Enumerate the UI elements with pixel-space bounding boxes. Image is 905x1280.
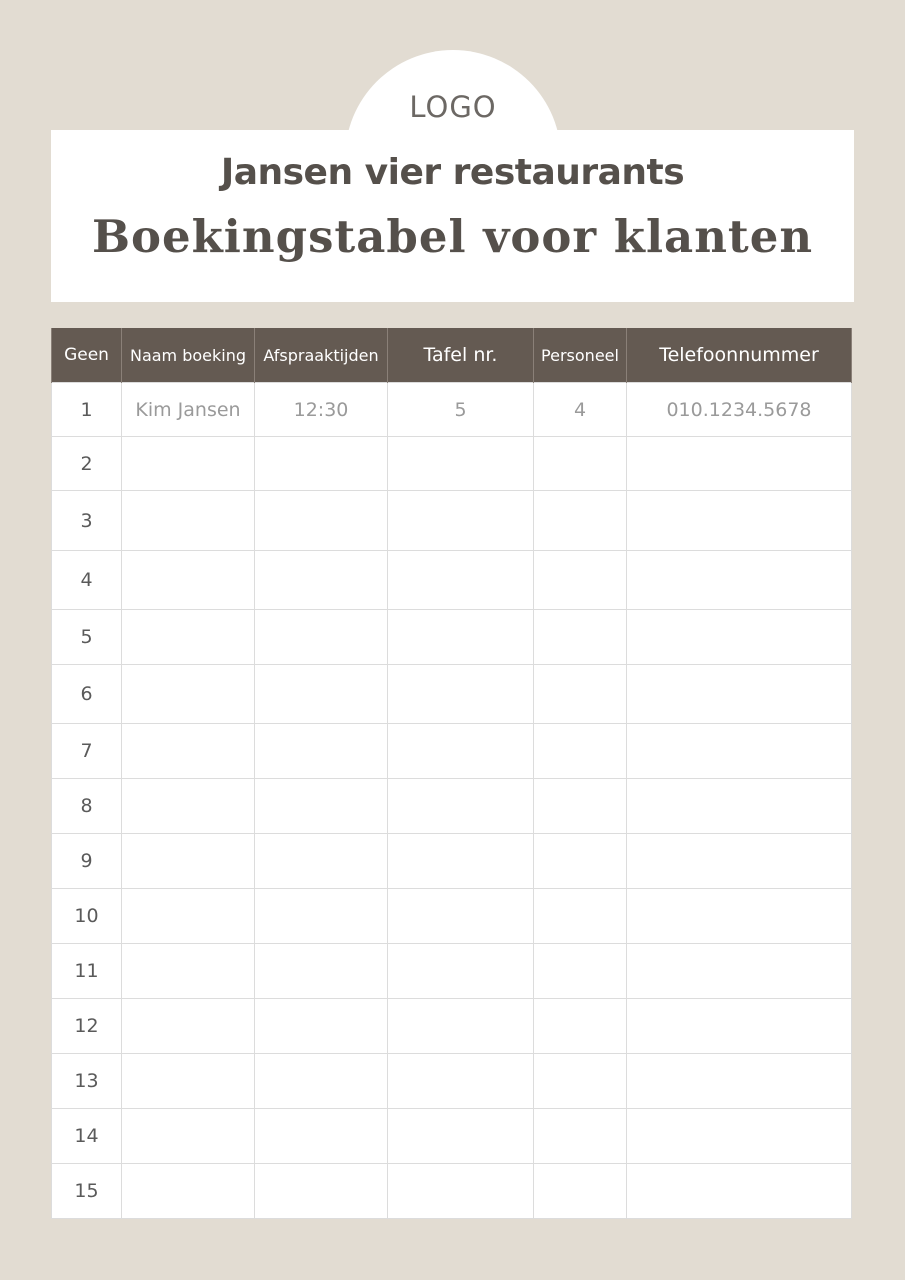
- row-number-cell[interactable]: 4: [52, 551, 122, 610]
- row-number-cell[interactable]: 1: [52, 383, 122, 437]
- table-row: [52, 724, 852, 779]
- column-header-name: Naam boeking: [122, 328, 255, 383]
- appointment-time-cell[interactable]: [255, 665, 388, 724]
- staff-count-cell[interactable]: [534, 724, 627, 779]
- page-title: Boekingstabel voor klanten: [91, 210, 814, 263]
- phone-number-cell[interactable]: [627, 779, 852, 834]
- booking-name-cell[interactable]: [122, 999, 255, 1054]
- table-row: [52, 779, 852, 834]
- row-number-cell[interactable]: 11: [52, 944, 122, 999]
- staff-count-cell[interactable]: [534, 665, 627, 724]
- staff-count-cell[interactable]: [534, 1109, 627, 1164]
- phone-number-cell[interactable]: [627, 724, 852, 779]
- table-number-cell[interactable]: [388, 944, 534, 999]
- row-number-cell[interactable]: 9: [52, 834, 122, 889]
- table-header-row: [52, 328, 852, 383]
- booking-name-cell[interactable]: [122, 889, 255, 944]
- booking-name-cell[interactable]: Kim Jansen: [122, 383, 255, 437]
- staff-count-cell[interactable]: [534, 834, 627, 889]
- table-row: [52, 889, 852, 944]
- appointment-time-cell[interactable]: [255, 1109, 388, 1164]
- table-number-cell[interactable]: [388, 437, 534, 491]
- booking-name-cell[interactable]: [122, 944, 255, 999]
- column-header-staff: Personeel: [534, 328, 627, 383]
- booking-name-cell[interactable]: [122, 551, 255, 610]
- table-row: [52, 610, 852, 665]
- row-number-cell[interactable]: 6: [52, 665, 122, 724]
- table-row: [52, 1054, 852, 1109]
- table-number-cell[interactable]: [388, 779, 534, 834]
- table-number-cell[interactable]: [388, 999, 534, 1054]
- table-row: [52, 383, 852, 437]
- booking-name-cell[interactable]: [122, 834, 255, 889]
- appointment-time-cell[interactable]: [255, 491, 388, 551]
- phone-number-cell[interactable]: [627, 1054, 852, 1109]
- appointment-time-cell[interactable]: 12:30: [255, 383, 388, 437]
- phone-number-cell[interactable]: [627, 491, 852, 551]
- staff-count-cell[interactable]: [534, 610, 627, 665]
- row-number-cell[interactable]: 7: [52, 724, 122, 779]
- phone-number-cell[interactable]: 010.1234.5678: [627, 383, 852, 437]
- header-card: [51, 130, 854, 302]
- table-row: [52, 999, 852, 1054]
- staff-count-cell[interactable]: 4: [534, 383, 627, 437]
- appointment-time-cell[interactable]: [255, 724, 388, 779]
- column-header-number: Geen: [52, 328, 122, 383]
- booking-name-cell[interactable]: [122, 779, 255, 834]
- table-row: [52, 551, 852, 610]
- table-row: [52, 491, 852, 551]
- appointment-time-cell[interactable]: [255, 779, 388, 834]
- phone-number-cell[interactable]: [627, 1164, 852, 1219]
- booking-name-cell[interactable]: [122, 665, 255, 724]
- phone-number-cell[interactable]: [627, 1109, 852, 1164]
- table-number-cell[interactable]: [388, 1164, 534, 1219]
- phone-number-cell[interactable]: [627, 834, 852, 889]
- appointment-time-cell[interactable]: [255, 610, 388, 665]
- booking-name-cell[interactable]: [122, 437, 255, 491]
- row-number-cell[interactable]: 15: [52, 1164, 122, 1219]
- booking-table-container: [51, 328, 851, 1219]
- booking-name-cell[interactable]: [122, 724, 255, 779]
- appointment-time-cell[interactable]: [255, 944, 388, 999]
- table-number-cell[interactable]: [388, 724, 534, 779]
- staff-count-cell[interactable]: [534, 889, 627, 944]
- column-header-phone: Telefoonnummer: [627, 328, 852, 383]
- staff-count-cell[interactable]: [534, 491, 627, 551]
- staff-count-cell[interactable]: [534, 779, 627, 834]
- phone-number-cell[interactable]: [627, 437, 852, 491]
- row-number-cell[interactable]: 3: [52, 491, 122, 551]
- phone-number-cell[interactable]: [627, 944, 852, 999]
- phone-number-cell[interactable]: [627, 665, 852, 724]
- appointment-time-cell[interactable]: [255, 1164, 388, 1219]
- appointment-time-cell[interactable]: [255, 889, 388, 944]
- booking-name-cell[interactable]: [122, 1164, 255, 1219]
- row-number-cell[interactable]: 2: [52, 437, 122, 491]
- booking-name-cell[interactable]: [122, 491, 255, 551]
- phone-number-cell[interactable]: [627, 551, 852, 610]
- table-row: [52, 437, 852, 491]
- table-number-cell[interactable]: 5: [388, 383, 534, 437]
- table-number-cell[interactable]: [388, 1054, 534, 1109]
- staff-count-cell[interactable]: [534, 1054, 627, 1109]
- phone-number-cell[interactable]: [627, 610, 852, 665]
- staff-count-cell[interactable]: [534, 944, 627, 999]
- table-row: [52, 1164, 852, 1219]
- table-number-cell[interactable]: [388, 665, 534, 724]
- appointment-time-cell[interactable]: [255, 999, 388, 1054]
- staff-count-cell[interactable]: [534, 551, 627, 610]
- booking-name-cell[interactable]: [122, 1109, 255, 1164]
- table-number-cell[interactable]: [388, 1109, 534, 1164]
- booking-name-cell[interactable]: [122, 1054, 255, 1109]
- staff-count-cell[interactable]: [534, 437, 627, 491]
- appointment-time-cell[interactable]: [255, 1054, 388, 1109]
- row-number-cell[interactable]: 13: [52, 1054, 122, 1109]
- row-number-cell[interactable]: 14: [52, 1109, 122, 1164]
- appointment-time-cell[interactable]: [255, 834, 388, 889]
- booking-table: [51, 328, 852, 1219]
- table-number-cell[interactable]: [388, 610, 534, 665]
- page-subtitle: Jansen vier restaurants: [220, 152, 685, 193]
- booking-name-cell[interactable]: [122, 610, 255, 665]
- table-number-cell[interactable]: [388, 889, 534, 944]
- table-row: [52, 834, 852, 889]
- row-number-cell[interactable]: 8: [52, 779, 122, 834]
- row-number-cell[interactable]: 12: [52, 999, 122, 1054]
- table-number-cell[interactable]: [388, 551, 534, 610]
- table-row: [52, 944, 852, 999]
- phone-number-cell[interactable]: [627, 999, 852, 1054]
- row-number-cell[interactable]: 10: [52, 889, 122, 944]
- staff-count-cell[interactable]: [534, 999, 627, 1054]
- staff-count-cell[interactable]: [534, 1164, 627, 1219]
- table-row: [52, 665, 852, 724]
- table-row: [52, 1109, 852, 1164]
- row-number-cell[interactable]: 5: [52, 610, 122, 665]
- column-header-table: Tafel nr.: [388, 328, 534, 383]
- phone-number-cell[interactable]: [627, 889, 852, 944]
- column-header-time: Afspraaktijden: [255, 328, 388, 383]
- table-number-cell[interactable]: [388, 834, 534, 889]
- appointment-time-cell[interactable]: [255, 551, 388, 610]
- logo-text: LOGO: [409, 90, 497, 124]
- appointment-time-cell[interactable]: [255, 437, 388, 491]
- table-number-cell[interactable]: [388, 491, 534, 551]
